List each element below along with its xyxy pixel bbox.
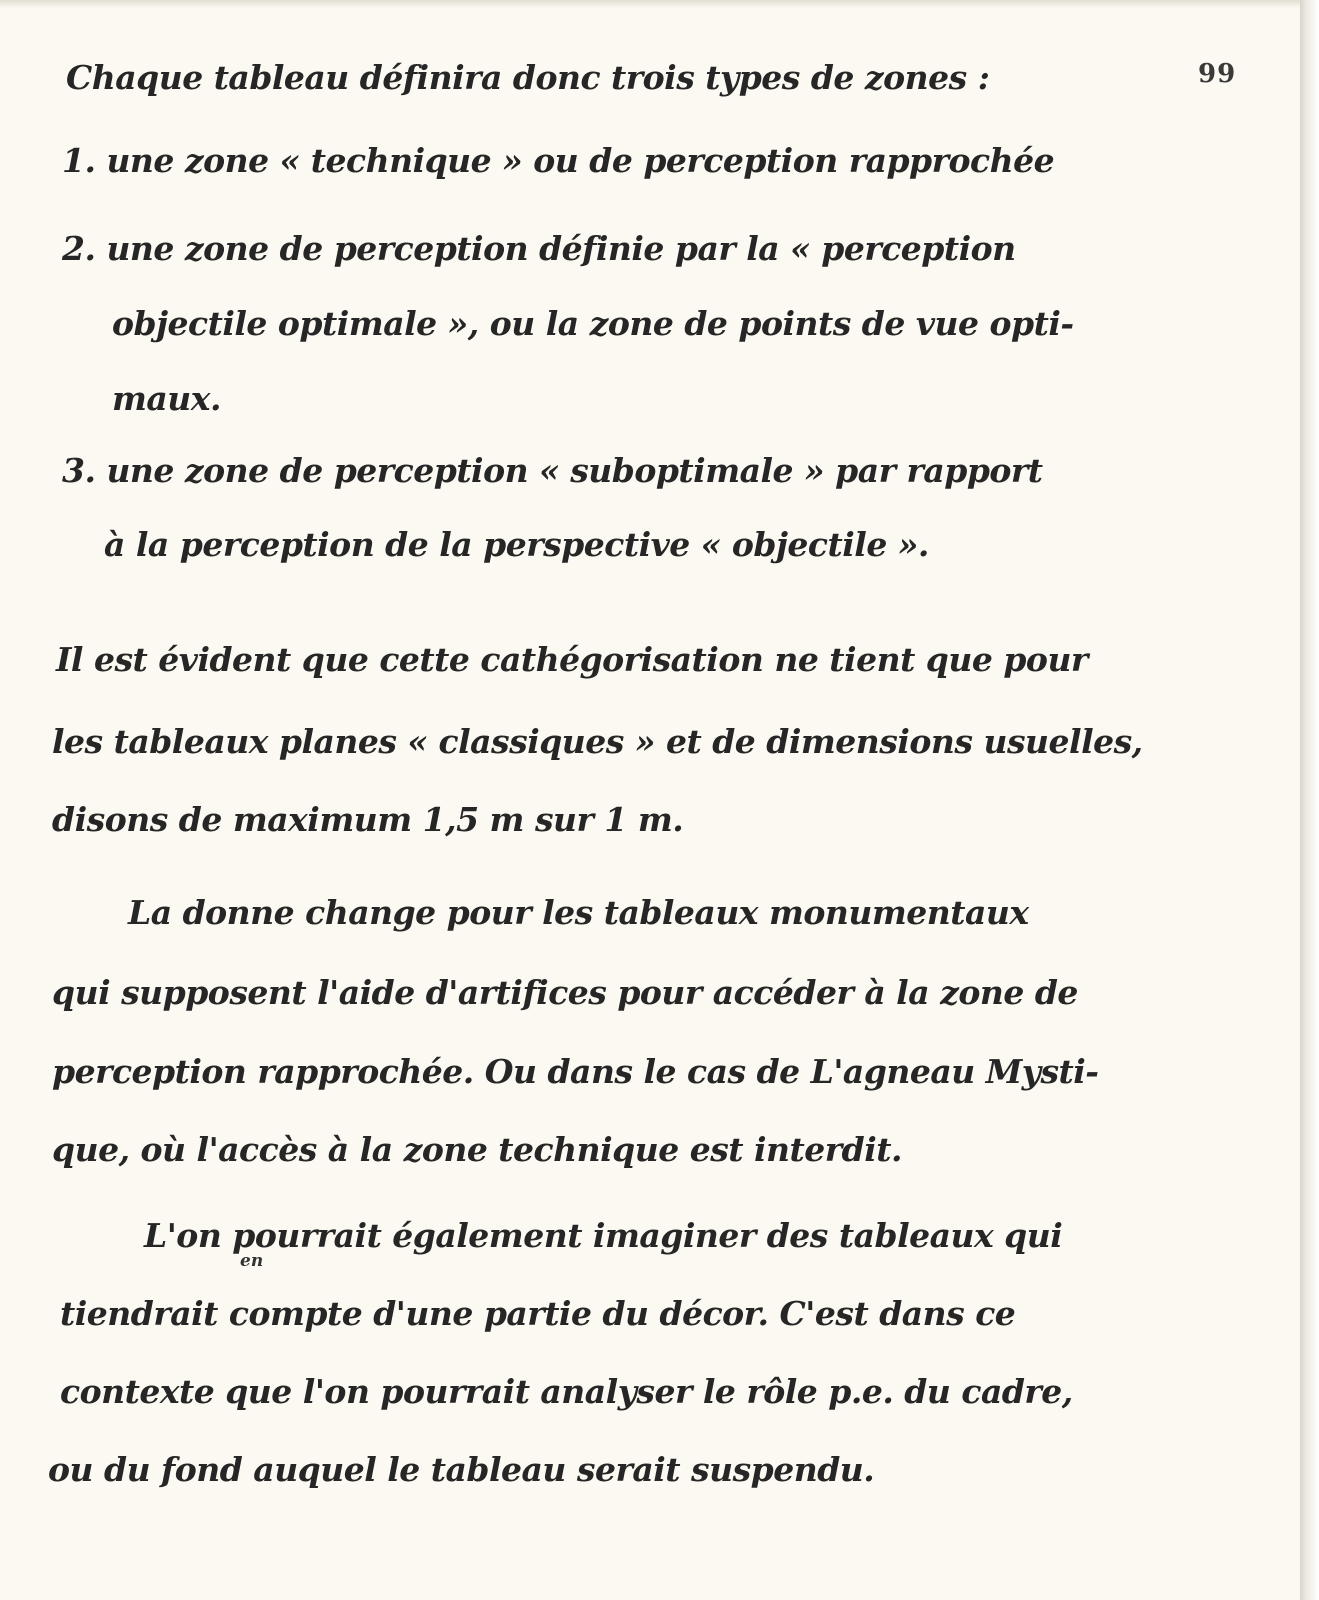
text-line-7: à la perception de la perspective « objectile ». <box>104 525 929 564</box>
text-line-10: disons de maximum 1,5 m sur 1 m. <box>52 800 684 839</box>
interlinear-insertion: en <box>240 1251 264 1271</box>
text-line-6: 3. une zone de perception « suboptimale » par rapport <box>62 451 1043 490</box>
text-line-18: ou du fond auquel le tableau serait suspendu. <box>48 1450 875 1489</box>
text-line-9: les tableaux planes « classiques » et de dimensions usuelles, <box>52 722 1143 761</box>
text-line-11: La donne change pour les tableaux monumentaux <box>128 893 1029 932</box>
text-line-14: que, où l'accès à la zone technique est interdit. <box>52 1130 903 1169</box>
text-line-4: objectile optimale », ou la zone de points de vue opti- <box>112 304 1074 343</box>
text-line-15: L'on pourrait également imaginer des tableaux qui <box>144 1216 1063 1255</box>
page-top-shadow <box>0 0 1300 8</box>
text-line-1: Chaque tableau définira donc trois types de zones : <box>66 58 990 97</box>
text-line-12: qui supposent l'aide d'artifices pour accéder à la zone de <box>52 973 1078 1012</box>
text-line-8: Il est évident que cette cathégorisation ne tient que pour <box>56 640 1088 679</box>
text-line-5: maux. <box>112 379 221 418</box>
page-number: 99 <box>1198 59 1237 89</box>
text-line-16: tiendrait compte d'une partie du décor. C'est dans ce <box>60 1294 1016 1333</box>
text-line-2: 1. une zone « technique » ou de perception rapprochée <box>62 141 1055 180</box>
text-line-3: 2. une zone de perception définie par la « perception <box>62 229 1016 268</box>
text-line-13: perception rapprochée. Ou dans le cas de L'agneau Mysti- <box>52 1052 1099 1091</box>
text-line-17: contexte que l'on pourrait analyser le rôle p.e. du cadre, <box>60 1372 1073 1411</box>
page-edge <box>1300 0 1319 1600</box>
